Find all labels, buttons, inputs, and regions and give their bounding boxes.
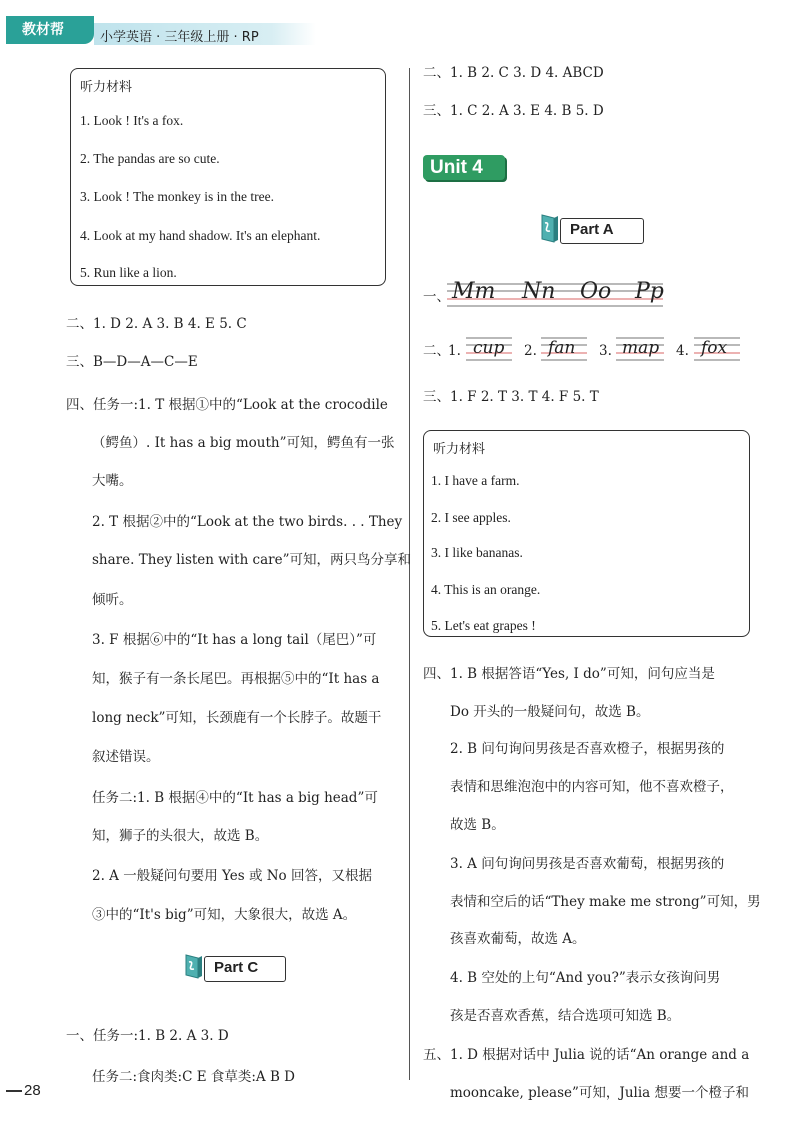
listening-box-left — [70, 68, 386, 286]
book-title: 小学英语 · 三年级上册 · RP — [100, 30, 259, 45]
listening-line: 4. This is an orange. — [431, 582, 541, 597]
answer-line: 表情和思维泡泡中的内容可知，他不喜欢橙子， — [450, 779, 734, 795]
answer-line: 知，狮子的头很大，故选 B。 — [92, 828, 269, 844]
question-prefix: 二、 — [423, 343, 450, 359]
answer-line: 叙述错误。 — [92, 749, 160, 765]
question-prefix: 一、 — [423, 289, 450, 305]
answer-line: 表情和空后的话“They make me strong”可知，男 — [450, 894, 761, 910]
answer-line: 知，猴子有一条长尾巴。再根据⑤中的“It has a — [92, 671, 380, 687]
answer-line: 大嘴。 — [92, 473, 133, 489]
listening-line: 2. I see apples. — [431, 510, 511, 525]
listening-box-title: 听力材料 — [433, 442, 486, 457]
book-icon — [538, 213, 560, 243]
part-a-label: Part A — [570, 221, 614, 238]
answer-line: 2. T 根据②中的“Look at the two birds. . . They — [92, 514, 403, 530]
listening-line: 5. Run like a lion. — [80, 265, 177, 280]
item-number: 1. — [448, 343, 461, 359]
answer-line: （鳄鱼）. It has a big mouth”可知，鳄鱼有一张 — [92, 435, 395, 451]
answer-line: 四、1. B 根据答语“Yes, I do”可知，问句应当是 — [423, 666, 715, 682]
unit-label: Unit 4 — [430, 157, 483, 178]
answer-line: 倾听。 — [92, 592, 133, 608]
item-number: 3. — [599, 343, 612, 359]
answer-line: ③中的“It's big”可知，大象很大，故选 A。 — [92, 907, 357, 923]
listening-box-right — [423, 430, 750, 637]
answer-line: 一、任务一:1. B 2. A 3. D — [66, 1028, 229, 1044]
answer-line: 二、1. B 2. C 3. D 4. ABCD — [423, 65, 604, 81]
handwritten-word: fox — [701, 338, 728, 358]
handwritten-letters: Oo — [580, 279, 612, 304]
answer-line: 二、1. D 2. A 3. B 4. E 5. C — [66, 316, 247, 332]
answer-line: 3. F 根据⑥中的“It has a long tail（尾巴）”可 — [92, 632, 377, 648]
answer-line: 任务二:1. B 根据④中的“It has a big head”可 — [92, 790, 378, 806]
item-number: 4. — [676, 343, 689, 359]
listening-line: 3. I like bananas. — [431, 545, 523, 560]
book-icon — [182, 953, 204, 979]
listening-line: 1. I have a farm. — [431, 473, 520, 488]
listening-line: 1. Look ! It's a fox. — [80, 113, 184, 128]
answer-line: 三、1. F 2. T 3. T 4. F 5. T — [423, 389, 599, 405]
answer-line: 孩喜欢葡萄，故选 A。 — [450, 931, 586, 947]
item-number: 2. — [524, 343, 537, 359]
column-divider — [409, 68, 410, 1080]
brand-label: 教材帮 — [22, 22, 64, 38]
answer-line: 2. A 一般疑问句要用 Yes 或 No 回答，又根据 — [92, 868, 372, 884]
answer-line: share. They listen with care”可知，两只鸟分享和 — [92, 552, 412, 568]
listening-line: 4. Look at my hand shadow. It's an elephant. — [80, 228, 321, 243]
listening-line: 3. Look ! The monkey is in the tree. — [80, 189, 274, 204]
answer-line: 任务二:食肉类:C E 食草类:A B D — [92, 1069, 295, 1085]
answer-line: long neck”可知，长颈鹿有一个长脖子。故题干 — [92, 710, 382, 726]
listening-line: 2. The pandas are so cute. — [80, 151, 220, 166]
answer-line: mooncake, please”可知，Julia 想要一个橙子和 — [450, 1085, 750, 1101]
part-c-label: Part C — [214, 959, 259, 976]
answer-line: 三、1. C 2. A 3. E 4. B 5. D — [423, 103, 604, 119]
page-number: 28 — [24, 1082, 41, 1099]
answer-line: 三、B—D—A—C—E — [66, 354, 198, 370]
page-number-rule — [6, 1090, 22, 1092]
handwritten-letters: Mm — [452, 279, 496, 304]
answer-line: Do 开头的一般疑问句，故选 B。 — [450, 704, 650, 720]
handwritten-word: cup — [473, 338, 505, 358]
answer-line: 五、1. D 根据对话中 Julia 说的话“An orange and a — [423, 1047, 750, 1063]
answer-line: 3. A 问句询问男孩是否喜欢葡萄，根据男孩的 — [450, 856, 725, 872]
listening-line: 5. Let's eat grapes ! — [431, 618, 536, 633]
handwritten-word: fan — [548, 338, 576, 358]
answer-line: 四、任务一:1. T 根据①中的“Look at the crocodile — [66, 397, 388, 413]
answer-line: 孩是否喜欢香蕉，结合选项可知选 B。 — [450, 1008, 681, 1024]
answer-line: 4. B 空处的上句“And you?”表示女孩询问男 — [450, 970, 721, 986]
answer-line: 2. B 问句询问男孩是否喜欢橙子，根据男孩的 — [450, 741, 725, 757]
handwritten-letters: Nn — [522, 279, 556, 304]
answer-line: 故选 B。 — [450, 817, 505, 833]
handwritten-letters: Pp — [635, 279, 664, 304]
handwritten-word: map — [622, 338, 660, 358]
listening-box-title: 听力材料 — [80, 80, 133, 95]
